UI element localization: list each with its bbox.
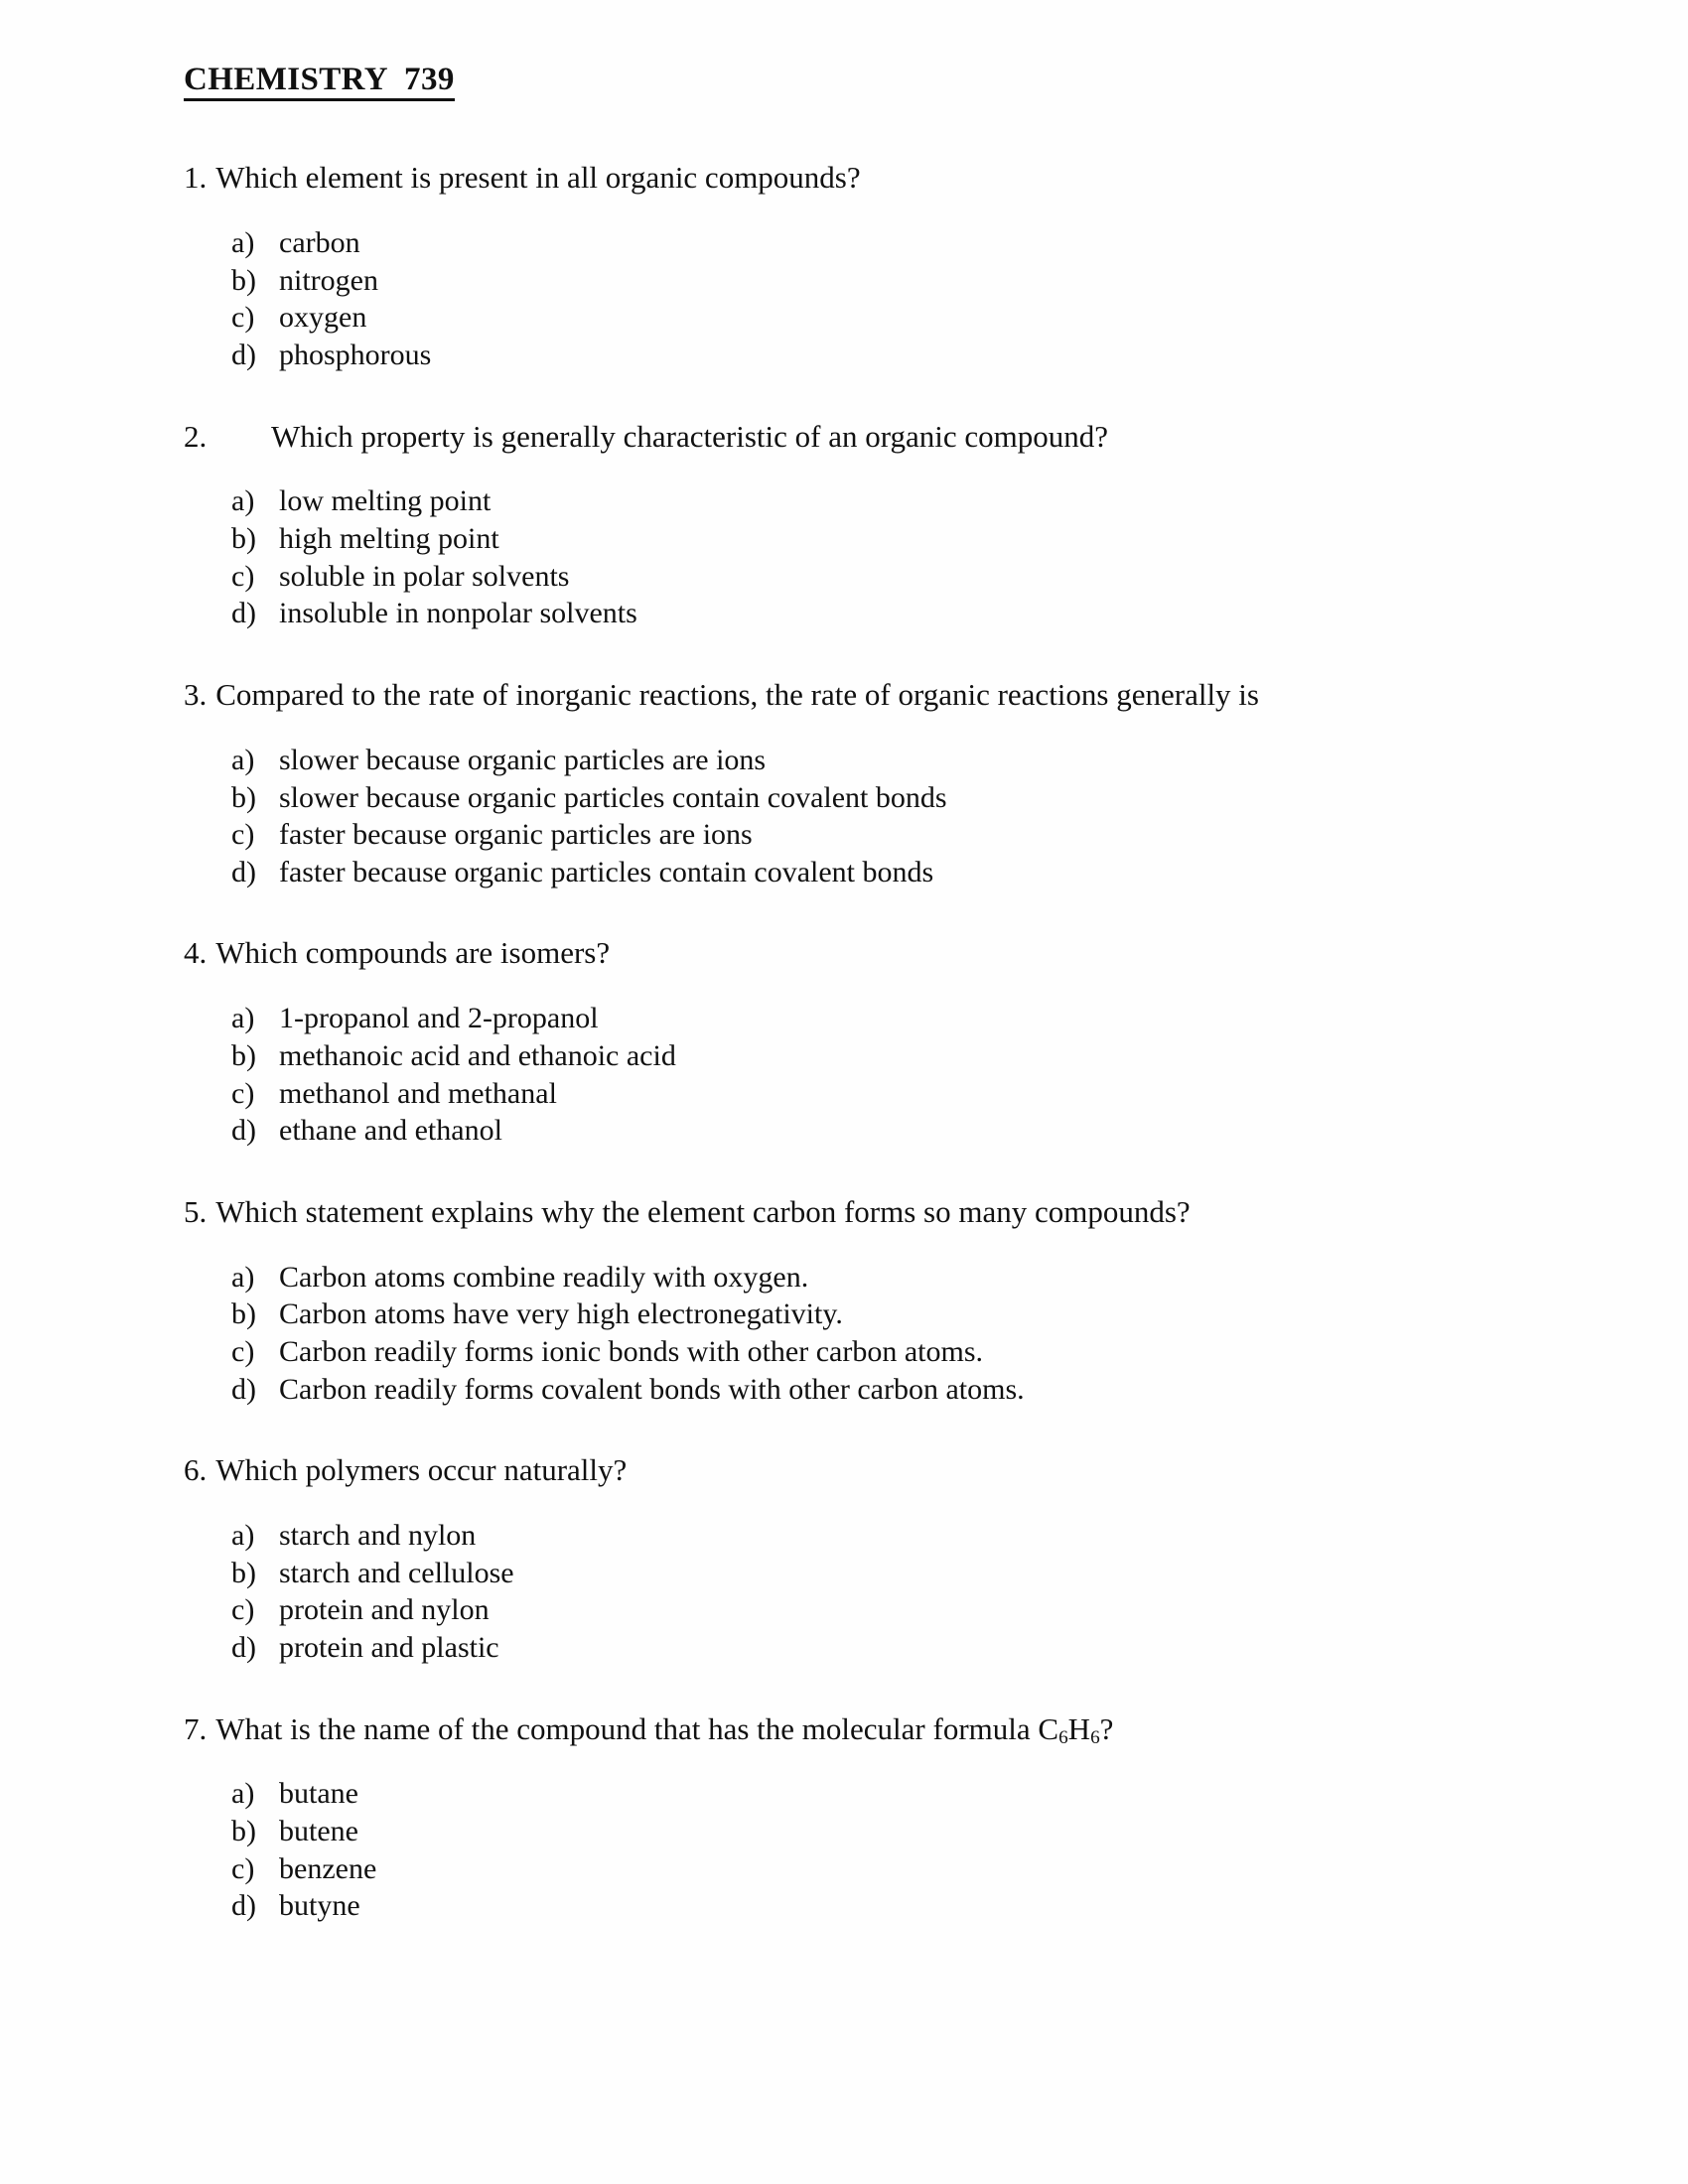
option-list	[184, 482, 1534, 632]
option-letter: b)	[231, 522, 256, 556]
option-text: faster because organic particles are ions	[279, 818, 753, 852]
option-row[interactable]	[231, 1371, 1534, 1409]
option-row[interactable]	[231, 1000, 1534, 1037]
option-letter: c)	[231, 1334, 255, 1368]
option-text: insoluble in nonpolar solvents	[279, 597, 637, 630]
option-text: methanol and methanal	[279, 1076, 557, 1110]
option-row[interactable]	[231, 1591, 1534, 1629]
formula-subscript: 6	[1058, 1726, 1068, 1748]
option-row[interactable]	[231, 1259, 1534, 1297]
option-text: protein and nylon	[279, 1593, 490, 1627]
option-row[interactable]	[231, 1037, 1534, 1075]
option-row[interactable]	[231, 595, 1534, 632]
option-row[interactable]	[231, 224, 1534, 262]
question-number: 5.	[184, 1193, 208, 1229]
option-letter: c)	[231, 301, 255, 335]
option-letter: a)	[231, 1777, 255, 1811]
question-line	[184, 1451, 1534, 1489]
option-letter: a)	[231, 484, 255, 518]
option-row[interactable]	[231, 482, 1534, 520]
option-text: slower because organic particles contain covalent bonds	[279, 780, 947, 814]
question-line	[184, 934, 1534, 972]
option-list	[184, 742, 1534, 891]
question-line	[184, 159, 1534, 197]
question-block	[184, 676, 1534, 890]
option-text: slower because organic particles are ions	[279, 743, 767, 776]
option-letter: a)	[231, 1260, 255, 1294]
option-letter: b)	[231, 1038, 256, 1072]
question-text: Which element is present in all organic compounds?	[215, 160, 861, 196]
option-letter: a)	[231, 743, 255, 776]
question-text: Which compounds are isomers?	[215, 935, 611, 971]
option-text: methanoic acid and ethanoic acid	[279, 1038, 676, 1072]
question-line	[184, 676, 1534, 714]
page-title: CHEMISTRY 739	[184, 62, 455, 101]
option-text: ethane and ethanol	[279, 1114, 502, 1148]
option-letter: d)	[231, 597, 256, 630]
question-line	[184, 1710, 1534, 1748]
option-letter: d)	[231, 1630, 256, 1664]
question-block	[184, 418, 1534, 632]
question-block	[184, 934, 1534, 1149]
option-row[interactable]	[231, 1887, 1534, 1925]
option-text: benzene	[279, 1851, 377, 1885]
option-row[interactable]	[231, 779, 1534, 817]
formula-subscript: 6	[1090, 1726, 1100, 1748]
page-title-row	[184, 62, 1534, 101]
option-text: Carbon atoms have very high electronegativity.	[279, 1297, 843, 1331]
question-number: 4.	[184, 935, 208, 971]
option-text: carbon	[279, 226, 360, 260]
document-body	[184, 62, 1534, 1925]
option-text: soluble in polar solvents	[279, 559, 570, 593]
option-text: starch and nylon	[279, 1518, 477, 1552]
option-letter: c)	[231, 1076, 255, 1110]
option-text: oxygen	[279, 301, 367, 335]
question-number: 3.	[184, 677, 208, 713]
question-block	[184, 1451, 1534, 1666]
option-letter: d)	[231, 855, 256, 888]
option-row[interactable]	[231, 262, 1534, 300]
option-text: nitrogen	[279, 263, 378, 297]
question-block	[184, 159, 1534, 373]
option-row[interactable]	[231, 1112, 1534, 1150]
option-letter: a)	[231, 1002, 255, 1035]
question-text: Compared to the rate of inorganic reactions, the rate of organic reactions generally is	[215, 677, 1259, 713]
option-letter: d)	[231, 339, 256, 372]
question-line	[184, 1193, 1534, 1231]
question-text: Which polymers occur naturally?	[215, 1452, 628, 1488]
option-row[interactable]	[231, 1775, 1534, 1813]
option-letter: b)	[231, 1815, 256, 1847]
question-block	[184, 1710, 1534, 1925]
option-letter: a)	[231, 226, 255, 260]
option-text: starch and cellulose	[279, 1556, 514, 1589]
question-list	[184, 159, 1534, 1925]
option-row[interactable]	[231, 742, 1534, 779]
option-row[interactable]	[231, 1850, 1534, 1888]
option-row[interactable]	[231, 854, 1534, 891]
option-row[interactable]	[231, 337, 1534, 374]
option-text: butene	[279, 1815, 358, 1847]
option-row[interactable]	[231, 1333, 1534, 1371]
question-text: Which statement explains why the element carbon forms so many compounds?	[215, 1193, 1191, 1229]
option-text: Carbon atoms combine readily with oxygen.	[279, 1260, 809, 1294]
option-list	[184, 1259, 1534, 1409]
option-letter: a)	[231, 1518, 255, 1552]
option-letter: b)	[231, 263, 256, 297]
question-block	[184, 1193, 1534, 1408]
option-letter: b)	[231, 1297, 256, 1331]
option-text: 1-propanol and 2-propanol	[279, 1002, 599, 1035]
option-row[interactable]	[231, 1813, 1534, 1850]
option-letter: b)	[231, 1556, 256, 1589]
option-letter: b)	[231, 780, 256, 814]
option-list	[184, 224, 1534, 374]
option-text: high melting point	[279, 522, 499, 556]
option-row[interactable]	[231, 1075, 1534, 1113]
option-row[interactable]	[231, 1296, 1534, 1333]
option-text: protein and plastic	[279, 1630, 499, 1664]
option-letter: c)	[231, 818, 255, 852]
question-line	[184, 418, 1534, 456]
option-text: faster because organic particles contain covalent bonds	[279, 855, 934, 888]
option-row[interactable]	[231, 520, 1534, 558]
option-list	[184, 1517, 1534, 1667]
option-letter: c)	[231, 1851, 255, 1885]
option-list	[184, 1000, 1534, 1150]
option-text: butane	[279, 1777, 358, 1811]
question-number: 7.	[184, 1710, 208, 1746]
option-row[interactable]	[231, 1629, 1534, 1667]
option-row[interactable]	[231, 1555, 1534, 1592]
question-text: Which property is generally characteristic of an organic compound?	[271, 418, 1108, 454]
question-number: 1.	[184, 160, 208, 196]
option-text: phosphorous	[279, 339, 432, 372]
option-row[interactable]	[231, 816, 1534, 854]
option-letter: c)	[231, 559, 255, 593]
question-number: 2.	[184, 418, 208, 454]
option-row[interactable]	[231, 558, 1534, 596]
question-text: What is the name of the compound that has the molecular formula $C_6H_6$?	[215, 1710, 1114, 1748]
question-number: 6.	[184, 1452, 208, 1488]
option-letter: d)	[231, 1114, 256, 1148]
option-list	[184, 1775, 1534, 1925]
option-letter: c)	[231, 1593, 255, 1627]
option-row[interactable]	[231, 1517, 1534, 1555]
option-row[interactable]	[231, 299, 1534, 337]
option-letter: d)	[231, 1889, 256, 1923]
option-text: butyne	[279, 1889, 360, 1923]
option-letter: d)	[231, 1372, 256, 1406]
option-text: Carbon readily forms ionic bonds with other carbon atoms.	[279, 1334, 984, 1368]
option-text: low melting point	[279, 484, 492, 518]
option-text: Carbon readily forms covalent bonds with other carbon atoms.	[279, 1372, 1025, 1406]
